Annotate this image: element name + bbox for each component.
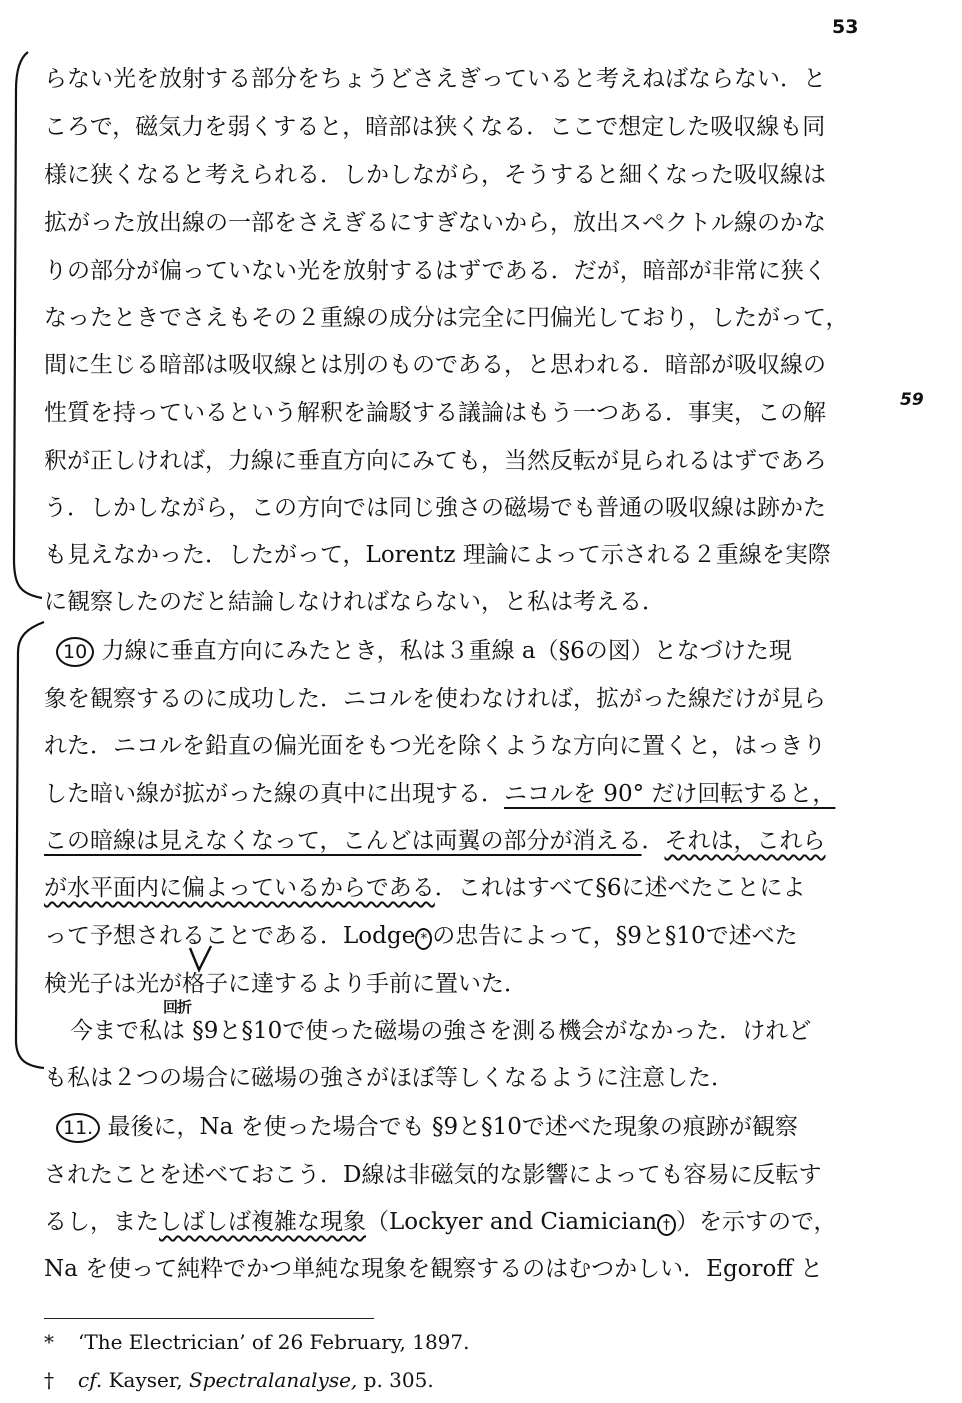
text-line: ころで，磁気力を弱くすると，暗部は狭くなる．ここで想定した吸収線も同 <box>44 114 826 140</box>
text-segment: ．これはすべて§6に述べたことによ <box>434 875 806 901</box>
wavy-underlined-text: しばしば複雑な現象 <box>159 1209 366 1235</box>
text-line: 様に狭くなると考えられる．しかしながら，そうすると細くなった吸収線は <box>44 162 826 188</box>
text-line: されたことを述べておこう．D線は非磁気的な影響によっても容易に反転す <box>44 1162 822 1188</box>
text-segment: （Lockyer and Ciamician <box>366 1209 658 1235</box>
text-line <box>44 779 835 813</box>
text-line: も私は２つの場合に磁場の強さがほぼ等しくなるように注意した． <box>44 1065 734 1091</box>
text-line <box>56 1112 798 1146</box>
underlined-text: この暗線は見えなくなって，こんどは両翼の部分が消える <box>44 828 642 854</box>
handwritten-caret-mark <box>186 944 216 976</box>
text-line: らない光を放射する部分をちょうどさえぎっていると考えねばならない．と <box>44 66 826 92</box>
text-segment: って予想されることである．Lodge <box>44 923 416 949</box>
text-segment: 最後に，Na を使った場合でも §9と§10で述べた現象の痕跡が観察 <box>107 1114 798 1140</box>
text-line: 今まで私は §9と§10で使った磁場の強さを測る機会がなかった．けれど <box>70 1018 812 1044</box>
footnote-1 <box>44 1330 469 1354</box>
wavy-underlined-text: それは，これら <box>664 828 826 854</box>
text-segment: ． <box>641 828 665 854</box>
text-segment: した暗い線が拡がった線の真中に出現する． <box>44 781 504 807</box>
text-line: 象を観察するのに成功した．ニコルを使わなければ，拡がった線だけが見ら <box>44 686 826 712</box>
text-line: 拡がった放出線の一部をさえぎるにすぎないから，放出スペクトル線のかな <box>44 210 826 236</box>
footnote-title: Spectralanalyse, <box>188 1368 358 1392</box>
text-segment: 力線に垂直方向にみたとき，私は３重線 a（§6の図）となづけた現 <box>101 638 792 664</box>
underlined-text: ニコルを 90° だけ回転すると， <box>504 781 836 807</box>
text-line: も見えなかった．したがって，Lorentz 理論によって示される２重線を実際 <box>44 542 831 568</box>
margin-page-reference: 59 <box>900 390 924 410</box>
section-marker-11: 11. <box>56 1113 100 1143</box>
text-segment: の忠告によって，§9と§10で述べた <box>432 923 798 949</box>
footnote-cf: cf. <box>78 1368 103 1392</box>
footnote-text: ‘The Electrician’ of 26 February, 1897. <box>78 1330 470 1354</box>
text-line: う．しかしながら，この方向では同じ強さの磁場でも普通の吸収線は跡かた <box>44 495 826 521</box>
footnote-text: Kayser, <box>108 1368 183 1392</box>
text-line: に観察したのだと結論しなければならない，と私は考える． <box>44 589 665 615</box>
text-line: 性質を持っているという解釈を論駁する議論はもう一つある．事実，この解 <box>44 400 826 426</box>
page-number: 53 <box>832 16 859 38</box>
footnote-ref-dagger: † <box>657 1214 676 1236</box>
footnote-2 <box>44 1368 434 1392</box>
footnote-mark: † <box>44 1368 54 1392</box>
text-line: 検光子は光が格子に達するより手前に置いた． <box>44 971 527 997</box>
text-line <box>44 873 805 907</box>
wavy-underlined-text: が水平面内に偏よっているからである <box>44 875 435 901</box>
text-line: なったときでさえもその２重線の成分は完全に円偏光しており，したがって， <box>44 305 849 331</box>
text-line <box>44 826 826 860</box>
text-line: れた．ニコルを鉛直の偏光面をもつ光を除くような方向に置くと，はっきり <box>44 733 826 759</box>
handwritten-note: 回折 <box>163 998 192 1016</box>
footnote-mark: * <box>44 1330 54 1354</box>
text-line: りの部分が偏っていない光を放射するはずである．だが，暗部が非常に狭く <box>44 258 827 284</box>
section-marker-10: 10 <box>56 637 94 667</box>
footnote-ref-star: * <box>415 928 432 950</box>
text-line: 釈が正しければ，力線に垂直方向にみても，当然反転が見られるはずであろ <box>44 448 827 474</box>
text-line: Na を使って純粋でかつ単純な現象を観察するのはむつかしい．Egoroff と <box>44 1256 824 1282</box>
text-segment: るし，また <box>44 1209 159 1235</box>
text-line: 間に生じる暗部は吸収線とは別のものである，と思われる．暗部が吸収線の <box>44 352 826 378</box>
text-segment: ）を示すので， <box>676 1209 837 1235</box>
text-line <box>56 636 792 670</box>
footnote-divider <box>44 1318 374 1319</box>
footnote-page: p. 305. <box>363 1368 434 1392</box>
text-line <box>44 1207 837 1241</box>
text-line <box>44 921 798 955</box>
